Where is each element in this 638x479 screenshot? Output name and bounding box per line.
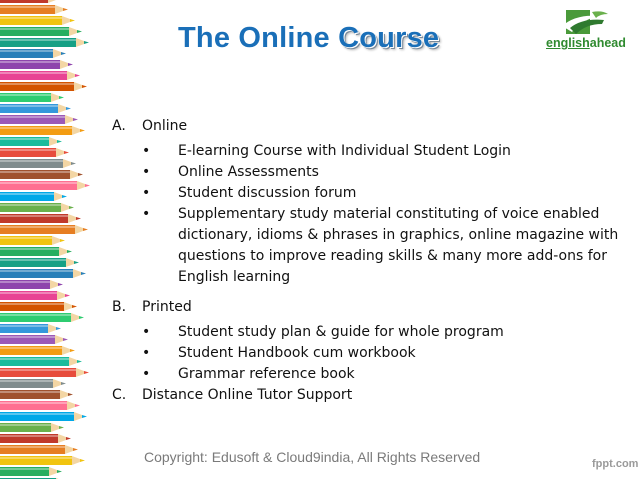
pencil-icon (0, 467, 62, 476)
bullet-icon: • (142, 164, 151, 180)
pencil-icon (0, 280, 63, 289)
section-label: Distance Online Tutor Support (142, 387, 353, 403)
pencil-icon (0, 170, 83, 179)
list-item (112, 364, 632, 385)
pencil-icon (0, 38, 89, 47)
list-item (112, 204, 632, 288)
pencil-icon (0, 192, 67, 201)
pencil-icon (0, 104, 71, 113)
pencil-icon (0, 27, 82, 36)
bullet-text: Supplementary study material constituting of voice enabled dictionary, idioms & phrases in graphics, online magazine with questions to improve reading skills & many more add-ons for English learning (178, 206, 619, 285)
pencil-icon (0, 236, 65, 245)
section-letter: C. (112, 387, 127, 403)
pencil-icon (0, 5, 68, 14)
pencil-icon (0, 247, 72, 256)
pencil-icon (0, 269, 86, 278)
bullet-icon: • (142, 185, 151, 201)
bullet-text: Grammar reference book (178, 366, 355, 382)
pencil-icon (0, 93, 64, 102)
bullet-icon: • (142, 345, 151, 361)
section-letter: B. (112, 299, 127, 315)
slide-title (178, 22, 439, 55)
section-label: Printed (142, 299, 192, 315)
pencil-icon (0, 0, 61, 3)
pencil-icon (0, 423, 64, 432)
pencil-icon (0, 126, 85, 135)
bullet-list (112, 322, 632, 385)
pencil-icon (0, 82, 87, 91)
logo-text-ahead: ahead (589, 36, 626, 50)
pencil-icon (0, 214, 81, 223)
pencil-icon (0, 181, 90, 190)
pencil-icon (0, 313, 84, 322)
section-c (112, 385, 632, 406)
colored-pencils-decoration (0, 0, 90, 479)
pencil-icon (0, 401, 80, 410)
pencil-icon (0, 258, 79, 267)
slide-body (112, 116, 632, 406)
section-a (112, 116, 632, 288)
pencil-icon (0, 346, 75, 355)
pencil-icon (0, 390, 73, 399)
pencil-icon (0, 368, 89, 377)
logo-wordmark (546, 36, 626, 50)
pencil-icon (0, 335, 68, 344)
list-item (112, 343, 632, 364)
section-label: Online (142, 118, 188, 134)
section-b (112, 297, 632, 385)
watermark: fppt.com (592, 458, 638, 470)
logo-text-english: english (546, 36, 590, 50)
copyright-footer: Copyright: Edusoft & Cloud9india, All Rights Reserved (144, 449, 481, 465)
section-letter: A. (112, 118, 126, 134)
pencil-icon (0, 115, 78, 124)
bullet-text: Student discussion forum (178, 185, 357, 201)
pencil-icon (0, 60, 73, 69)
pencil-icon (0, 434, 71, 443)
pencil-icon (0, 203, 74, 212)
bullet-icon: • (142, 206, 151, 222)
pencil-icon (0, 324, 61, 333)
pencil-icon (0, 225, 88, 234)
pencil-icon (0, 412, 87, 421)
pencil-icon (0, 137, 62, 146)
bullet-icon: • (142, 366, 151, 382)
list-item (112, 322, 632, 343)
pencil-icon (0, 71, 80, 80)
pencil-icon (0, 148, 69, 157)
bullet-text: Student study plan & guide for whole program (178, 324, 504, 340)
pencil-icon (0, 357, 82, 366)
title-part-1: The Online (178, 22, 339, 54)
pencil-icon (0, 379, 66, 388)
bullet-icon: • (142, 143, 151, 159)
pencil-icon (0, 49, 66, 58)
bullet-text: Student Handbook cum workbook (178, 345, 416, 361)
list-item (112, 183, 632, 204)
bullet-list (112, 141, 632, 288)
pencil-icon (0, 291, 70, 300)
bullet-icon: • (142, 324, 151, 340)
pencil-icon (0, 456, 85, 465)
pencil-icon (0, 159, 76, 168)
title-part-2: Course (338, 22, 440, 54)
pencil-icon (0, 16, 75, 25)
pencil-icon (0, 445, 78, 454)
pencil-icon (0, 302, 77, 311)
list-item (112, 141, 632, 162)
bullet-text: Online Assessments (178, 164, 319, 180)
bullet-text: E-learning Course with Individual Student Login (178, 143, 511, 159)
list-item (112, 162, 632, 183)
englishahead-logo-icon (542, 8, 622, 58)
